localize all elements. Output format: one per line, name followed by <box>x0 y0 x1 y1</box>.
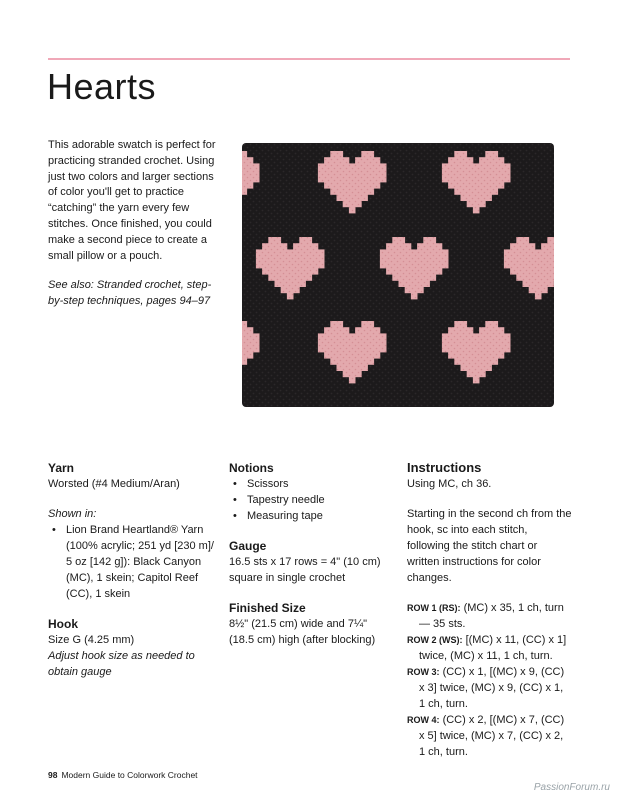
gauge-heading: Gauge <box>229 539 267 553</box>
notion-item: • Measuring tape <box>239 508 394 524</box>
instructions-paragraph: Starting in the second ch from the hook, sc into each stitch, following the stitch chart or written instructions for color changes. <box>407 508 572 584</box>
hook-note: Adjust hook size as needed to obtain gauge <box>48 650 195 678</box>
instructions-heading: Instructions <box>407 460 482 475</box>
hook-heading: Hook <box>48 617 78 631</box>
notion-item: • Tapestry needle <box>239 492 394 508</box>
instructions-start: Using MC, ch 36. <box>407 478 492 490</box>
notion-item: • Scissors <box>239 476 394 492</box>
gauge-text: 16.5 sts x 17 rows = 4" (10 cm) square in single crochet <box>229 556 381 584</box>
hook-size: Size G (4.25 mm) <box>48 634 135 646</box>
yarn-item: • Lion Brand Heartland® Yarn (100% acrylic; 251 yd [230 m]/ 5 oz [142 g]): Black Canyon (MC), 1 skein; Capitol Reef (CC), 1 skein <box>58 522 218 602</box>
row-label: ROW 3: <box>407 667 440 677</box>
see-also-note: See also: Stranded crochet, step-by-step techniques, pages 94–97 <box>48 279 212 308</box>
instruction-row <box>407 664 572 712</box>
instructions-column <box>407 460 572 760</box>
row-text: (MC) x 35, 1 ch, turn— 35 sts. <box>419 602 564 630</box>
row-text: (CC) x 2, [(MC) x 7, (CC) x 5] twice, (MC) x 7, (CC) x 2, 1 ch, turn. <box>419 714 565 758</box>
materials-column <box>48 460 218 680</box>
row-text: (CC) x 1, [(MC) x 9, (CC) x 3] twice, (MC) x 9, (CC) x 1, 1 ch, turn. <box>419 666 565 710</box>
finished-size-heading: Finished Size <box>229 601 306 615</box>
instruction-row <box>407 600 572 632</box>
finished-size-text: 8½" (21.5 cm) wide and 7¼" (18.5 cm) high (after blocking) <box>229 618 376 646</box>
notions-column <box>229 460 394 648</box>
instruction-row <box>407 632 572 664</box>
page-footer <box>48 770 198 780</box>
instruction-row <box>407 712 572 760</box>
top-rule <box>48 58 570 60</box>
heart-swatch-image <box>240 140 558 410</box>
intro-section <box>48 138 218 324</box>
row-text: [(MC) x 11, (CC) x 1] twice, (MC) x 11, 1 ch, turn. <box>419 634 567 662</box>
page-number: 98 <box>48 770 58 780</box>
notions-list <box>229 476 394 524</box>
page-title: Hearts <box>47 66 157 107</box>
row-label: ROW 4: <box>407 715 440 725</box>
yarn-list <box>48 522 218 602</box>
yarn-heading: Yarn <box>48 461 75 475</box>
shown-in-label: Shown in: <box>48 508 97 520</box>
watermark: PassionForum.ru <box>533 782 610 793</box>
row-label: ROW 1 (RS): <box>407 603 461 613</box>
notions-heading: Notions <box>229 461 274 475</box>
row-label: ROW 2 (WS): <box>407 635 463 645</box>
book-title: Modern Guide to Colorwork Crochet <box>61 770 198 780</box>
yarn-weight: Worsted (#4 Medium/Aran) <box>48 478 180 490</box>
intro-paragraph: This adorable swatch is perfect for practicing stranded crochet. Using just two colors and larger sections of color you'll get to practice “catching” the yarn every few stitches. Once finished, you could make a second piece to create a small pillow or a pouch. <box>48 139 216 262</box>
